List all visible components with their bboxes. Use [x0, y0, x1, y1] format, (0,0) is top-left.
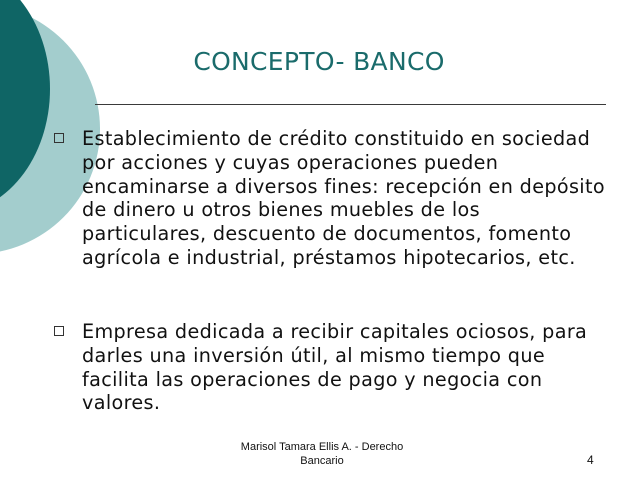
bullet-item	[50, 320, 610, 415]
bullet-text: Empresa dedicada a recibir capitales ociosos, para darles una inversión útil, al mismo tiempo que facilita las operaciones de pago y negocia con valores.	[82, 320, 588, 415]
square-bullet-icon	[50, 320, 82, 415]
title-divider	[95, 104, 606, 105]
slide-title: CONCEPTO- BANCO	[193, 47, 445, 76]
page-number: 4	[587, 453, 594, 467]
bullet-text: Establecimiento de crédito constituido en sociedad por acciones y cuyas operaciones pueden encaminarse a diversos fines: recepción en depósito de dinero u otros bienes muebles de los particulares, descuento de documentos, fomento agrícola e industrial, préstamos hipotecarios, etc.	[82, 127, 605, 269]
bullet-item	[50, 127, 610, 270]
footer-author: Marisol Tamara Ellis A. - Derecho Bancario	[240, 441, 404, 467]
square-bullet-icon	[50, 127, 82, 270]
